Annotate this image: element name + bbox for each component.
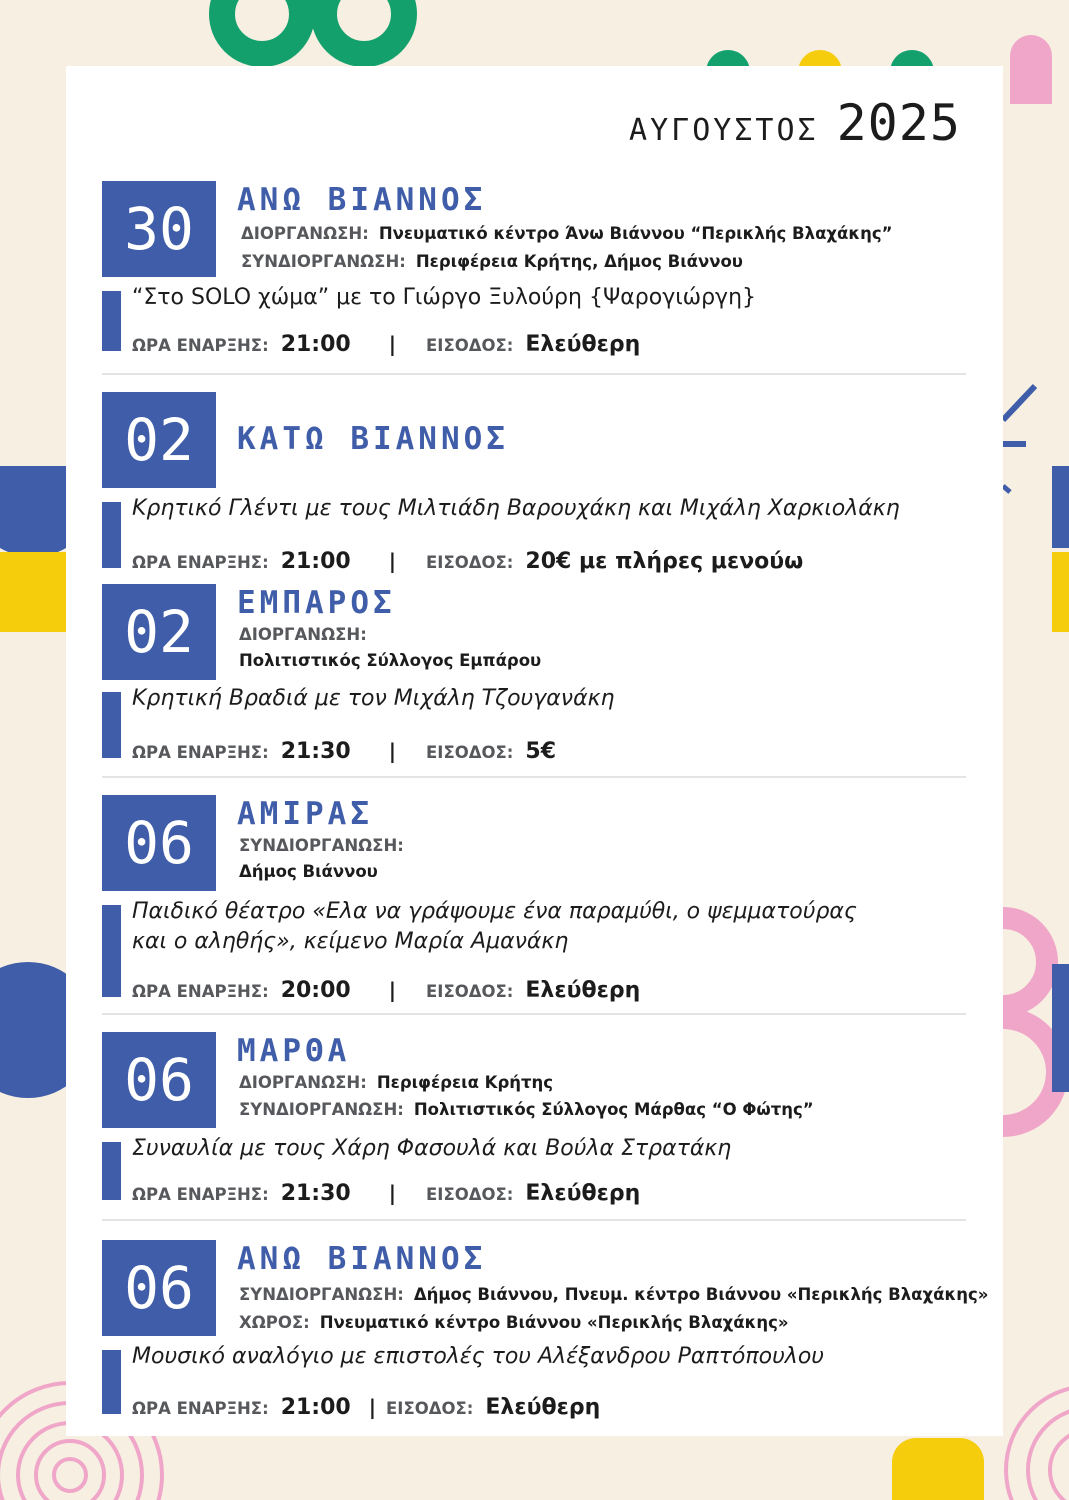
entry-label: ΕΙΣΟΔΟΣ: bbox=[426, 553, 514, 572]
event-date: 06 bbox=[102, 1240, 216, 1336]
start-time-value: 21:00 bbox=[280, 332, 351, 357]
event-description-line1: Παιδικό θέατρο «Ελα να γράψουμε ένα παραμύθι, ο ψεμματούρας bbox=[132, 899, 857, 924]
co-organizer-value: Περιφέρεια Κρήτης, Δήμος Βιάννου bbox=[415, 252, 743, 271]
event-location: ΚΑΤΩ ΒΙΑΝΝΟΣ bbox=[237, 421, 509, 457]
entry-label: ΕΙΣΟΔΟΣ: bbox=[426, 336, 514, 355]
meta-separator: | bbox=[368, 1395, 377, 1419]
event-description: “Στο SOLO χώμα” με το Γιώργο Ξυλούρη {Ψαρογιώργη} bbox=[132, 285, 757, 310]
meta-separator: | bbox=[388, 739, 397, 763]
divider bbox=[102, 1219, 966, 1221]
event-meta bbox=[132, 1181, 640, 1206]
event-location: ΕΜΠΑΡΟΣ bbox=[237, 585, 396, 621]
start-time-label: ΩΡΑ ΕΝΑΡΞΗΣ: bbox=[132, 553, 269, 572]
meta-separator: | bbox=[388, 978, 397, 1002]
entry-label: ΕΙΣΟΔΟΣ: bbox=[426, 982, 514, 1001]
co-organizer-label-line bbox=[239, 835, 414, 857]
program-block bbox=[102, 1344, 1001, 1420]
divider bbox=[102, 1013, 966, 1015]
co-organizer-line bbox=[241, 251, 743, 273]
event-meta bbox=[132, 739, 556, 764]
co-organizer-label: ΣΥΝΔΙΟΡΓΑΝΩΣΗ: bbox=[239, 836, 404, 855]
program-block bbox=[102, 285, 1001, 357]
start-time-value: 21:30 bbox=[280, 1181, 351, 1206]
venue-line bbox=[239, 1312, 789, 1334]
event-entry bbox=[102, 181, 982, 361]
event-meta bbox=[132, 978, 640, 1003]
entry-value: Ελεύθερη bbox=[525, 1181, 641, 1206]
co-organizer-label: ΣΥΝΔΙΟΡΓΑΝΩΣΗ: bbox=[239, 1100, 404, 1119]
start-time-value: 21:30 bbox=[280, 739, 351, 764]
start-time-label: ΩΡΑ ΕΝΑΡΞΗΣ: bbox=[132, 336, 269, 355]
meta-separator: | bbox=[388, 549, 397, 573]
start-time-label: ΩΡΑ ΕΝΑΡΞΗΣ: bbox=[132, 1185, 269, 1204]
year-label: 2025 bbox=[836, 94, 961, 152]
organizer-line bbox=[241, 223, 892, 245]
organizer-value: Πνευματικό κέντρο Άνω Βιάννου “Περικλής Βλαχάκης” bbox=[378, 224, 893, 243]
entry-value: 20€ με πλήρες μενούω bbox=[525, 549, 804, 574]
event-entry bbox=[102, 392, 982, 574]
event-entry bbox=[102, 1032, 982, 1206]
event-description: Κρητικό Γλέντι με τους Μιλτιάδη Βαρουχάκη και Μιχάλη Χαρκιολάκη bbox=[132, 496, 900, 521]
start-time-label: ΩΡΑ ΕΝΑΡΞΗΣ: bbox=[132, 1399, 269, 1418]
meta-separator: | bbox=[388, 1181, 397, 1205]
program-block bbox=[102, 899, 1001, 1003]
right-stripes-decoration bbox=[1003, 386, 1069, 632]
organizer-value: Πολιτιστικός Σύλλογος Εμπάρου bbox=[239, 651, 542, 670]
left-half-circles-decoration bbox=[0, 459, 66, 632]
co-organizer-value: Δήμος Βιάννου, Πνευμ. κέντρο Βιάννου «Περικλής Βλαχάκης» bbox=[413, 1285, 989, 1304]
entry-value: Ελεύθερη bbox=[525, 332, 641, 357]
co-organizer-value-line bbox=[239, 861, 378, 883]
co-organizer-label: ΣΥΝΔΙΟΡΓΑΝΩΣΗ: bbox=[241, 252, 406, 271]
page-title bbox=[629, 94, 961, 152]
event-date: 02 bbox=[102, 392, 216, 488]
event-location: ΑΝΩ ΒΙΑΝΝΟΣ bbox=[237, 182, 487, 218]
event-meta bbox=[132, 332, 640, 357]
program-block bbox=[102, 686, 1001, 764]
month-label: ΑΥΓΟΥΣΤΟΣ bbox=[629, 113, 819, 148]
event-description: Μουσικό αναλόγιο με επιστολές του Αλέξανδρου Ραπτόπουλου bbox=[132, 1344, 825, 1369]
event-meta bbox=[132, 549, 803, 574]
entry-value: 5€ bbox=[525, 739, 557, 764]
start-time-label: ΩΡΑ ΕΝΑΡΞΗΣ: bbox=[132, 982, 269, 1001]
event-location: ΑΜΙΡΑΣ bbox=[237, 796, 373, 832]
program-block bbox=[102, 496, 1001, 574]
event-date: 02 bbox=[102, 584, 216, 680]
start-time-value: 21:00 bbox=[280, 1395, 351, 1420]
start-time-value: 20:00 bbox=[280, 978, 351, 1003]
event-location: ΑΝΩ ΒΙΑΝΝΟΣ bbox=[237, 1241, 487, 1277]
organizer-label: ΔΙΟΡΓΑΝΩΣΗ: bbox=[239, 1073, 367, 1092]
event-entry bbox=[102, 1240, 989, 1420]
organizer-label-line bbox=[239, 624, 377, 646]
event-location: ΜΑΡΘΑ bbox=[237, 1033, 351, 1069]
schedule-card bbox=[66, 66, 1003, 1436]
green-rings-decoration bbox=[222, 0, 404, 54]
program-block bbox=[102, 1136, 1001, 1206]
pink-arch-decoration bbox=[1010, 35, 1052, 104]
yellow-arch-decoration bbox=[892, 1438, 984, 1500]
event-date: 30 bbox=[102, 181, 216, 277]
co-organizer-value: Πολιτιστικός Σύλλογος Μάρθας “Ο Φώτης” bbox=[413, 1100, 814, 1119]
organizer-label: ΔΙΟΡΓΑΝΩΣΗ: bbox=[239, 625, 367, 644]
start-time-label: ΩΡΑ ΕΝΑΡΞΗΣ: bbox=[132, 743, 269, 762]
event-description: Κρητική Βραδιά με τον Μιχάλη Τζουγανάκη bbox=[132, 686, 615, 711]
entry-value: Ελεύθερη bbox=[525, 978, 641, 1003]
event-date: 06 bbox=[102, 1032, 216, 1128]
start-time-value: 21:00 bbox=[280, 549, 351, 574]
event-description-line2: και ο αληθής», κείμενο Μαρία Αμανάκη bbox=[132, 929, 569, 954]
divider bbox=[102, 373, 966, 375]
entry-label: ΕΙΣΟΔΟΣ: bbox=[386, 1399, 474, 1418]
co-organizer-line bbox=[239, 1284, 988, 1306]
event-description: Συναυλία με τους Χάρη Φασουλά και Βούλα Στρατάκη bbox=[132, 1136, 732, 1161]
co-organizer-value: Δήμος Βιάννου bbox=[239, 862, 378, 881]
co-organizer-line bbox=[239, 1099, 814, 1121]
event-entry bbox=[102, 584, 982, 764]
organizer-value: Περιφέρεια Κρήτης bbox=[376, 1073, 554, 1092]
co-organizer-label: ΣΥΝΔΙΟΡΓΑΝΩΣΗ: bbox=[239, 1285, 404, 1304]
entry-value: Ελεύθερη bbox=[485, 1395, 601, 1420]
organizer-value-line bbox=[239, 650, 541, 672]
event-entry bbox=[102, 795, 982, 1003]
meta-separator: | bbox=[388, 332, 397, 356]
divider bbox=[102, 776, 966, 778]
venue-label: ΧΩΡΟΣ: bbox=[239, 1313, 310, 1332]
event-date: 06 bbox=[102, 795, 216, 891]
event-meta bbox=[132, 1395, 600, 1420]
entry-label: ΕΙΣΟΔΟΣ: bbox=[426, 1185, 514, 1204]
organizer-line bbox=[239, 1072, 553, 1094]
entry-label: ΕΙΣΟΔΟΣ: bbox=[426, 743, 514, 762]
organizer-label: ΔΙΟΡΓΑΝΩΣΗ: bbox=[241, 224, 369, 243]
venue-value: Πνευματικό κέντρο Βιάννου «Περικλής Βλαχάκης» bbox=[319, 1313, 789, 1332]
